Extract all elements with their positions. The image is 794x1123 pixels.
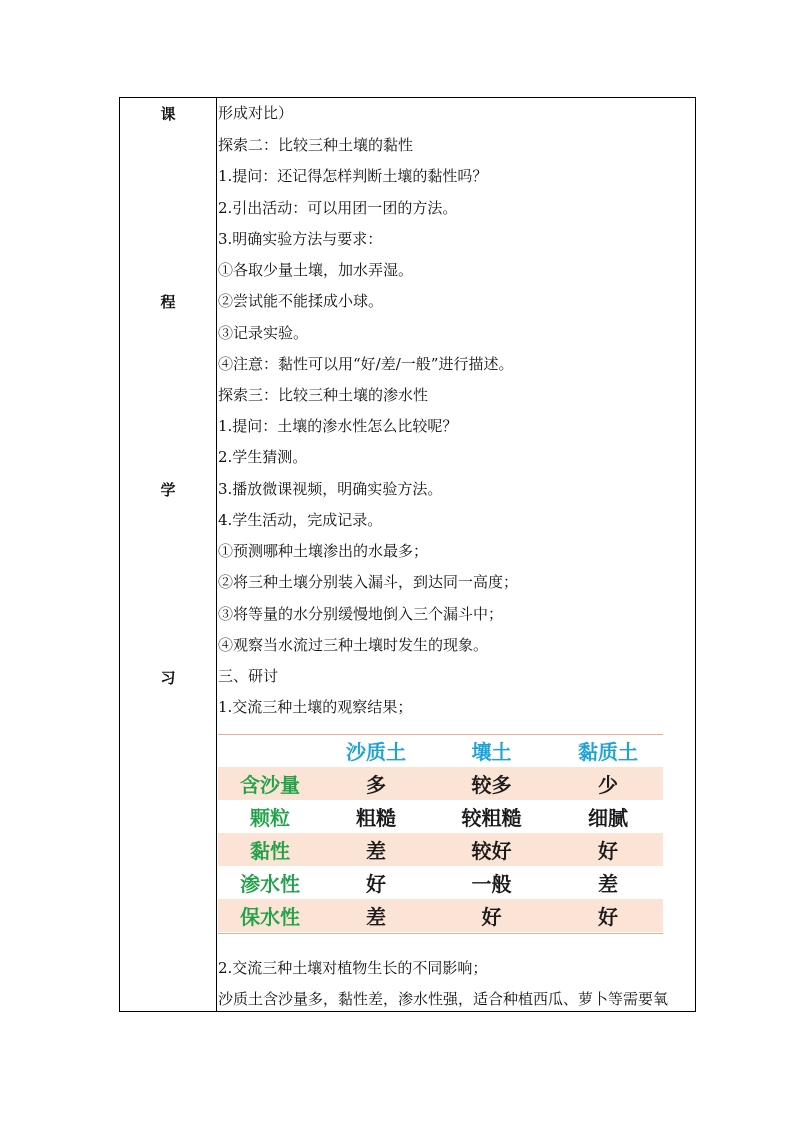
text-line: 3.明确实验方法与要求：: [218, 230, 383, 248]
text-line: ②将三种土壤分别装入漏斗，到达同一高度；: [218, 573, 519, 591]
row-label: 黏性: [250, 839, 290, 863]
text-line: ②尝试能不能揉成小球。: [218, 292, 384, 310]
table-row: [218, 866, 663, 899]
table-cell: 差: [366, 905, 386, 929]
text-line: 探索三：比较三种土壤的渗水性: [218, 386, 429, 404]
table-cell: 好: [598, 839, 618, 863]
table-cell: 较多: [471, 773, 512, 797]
column-divider: [216, 98, 217, 1011]
table-cell: 差: [366, 839, 386, 863]
header-cell: 黏质土: [578, 740, 638, 764]
text-line: 4.学生活动，完成记录。: [218, 511, 383, 529]
table-row: [218, 800, 663, 833]
text-line: ③记录实验。: [218, 324, 309, 342]
lesson-table-frame: [119, 97, 696, 1012]
row-label: 含沙量: [240, 773, 300, 797]
header-cell: 壤土: [471, 740, 512, 764]
table-cell: 少: [598, 773, 618, 797]
row-label: 保水性: [240, 905, 300, 929]
side-label-xue: 学: [160, 481, 176, 499]
table-cell: 粗糙: [356, 806, 396, 830]
row-label: 渗水性: [240, 872, 300, 896]
text-line: ③将等量的水分别缓慢地倒入三个漏斗中；: [218, 605, 504, 623]
table-cell: 多: [366, 773, 386, 797]
table-row: [218, 833, 663, 866]
text-line: 形成对比）: [218, 104, 294, 122]
table-cell: 差: [598, 872, 618, 896]
text-line: 1.提问：还记得怎样判断土壤的黏性吗？: [218, 167, 488, 185]
table-cell: 好: [481, 905, 502, 929]
table-row: [218, 899, 663, 932]
table-cell: 较好: [471, 839, 512, 863]
text-line: 1.提问：土壤的渗水性怎么比较呢？: [218, 417, 458, 435]
table-cell: 好: [366, 872, 386, 896]
table-bottom-rule: [218, 933, 663, 934]
table-cell: 好: [598, 905, 618, 929]
soil-comparison-table: [218, 734, 663, 934]
text-line: 三、研讨: [218, 667, 279, 685]
side-label-ke: 课: [160, 105, 176, 123]
text-line: 1.交流三种土壤的观察结果；: [218, 698, 413, 716]
text-line: 沙质土含沙量多，黏性差，渗水性强，适合种植西瓜、萝卜等需要氧: [218, 990, 669, 1008]
row-label: 颗粒: [250, 806, 290, 830]
text-line: ④注意：黏性可以用“好/差/一般”进行描述。: [218, 355, 514, 373]
table-header-row: [218, 734, 663, 767]
text-line: 探索二：比较三种土壤的黏性: [218, 136, 414, 154]
text-line: 2.交流三种土壤对植物生长的不同影响；: [218, 959, 488, 977]
table-cell: 细腻: [588, 806, 628, 830]
text-line: ①预测哪种土壤渗出的水最多；: [218, 542, 429, 560]
text-line: ④观察当水流过三种土壤时发生的现象。: [218, 636, 489, 654]
side-label-xi: 习: [160, 669, 176, 687]
table-row: [218, 767, 663, 800]
header-cell: 沙质土: [346, 740, 406, 764]
side-label-cheng: 程: [160, 293, 176, 311]
text-line: 2.引出活动：可以用团一团的方法。: [218, 199, 458, 217]
text-line: 2.学生猜测。: [218, 448, 308, 466]
text-line: ①各取少量土壤，加水弄湿。: [218, 261, 414, 279]
table-cell: 一般: [471, 872, 512, 896]
table-cell: 较粗糙: [461, 806, 522, 830]
text-line: 3.播放微课视频，明确实验方法。: [218, 480, 443, 498]
